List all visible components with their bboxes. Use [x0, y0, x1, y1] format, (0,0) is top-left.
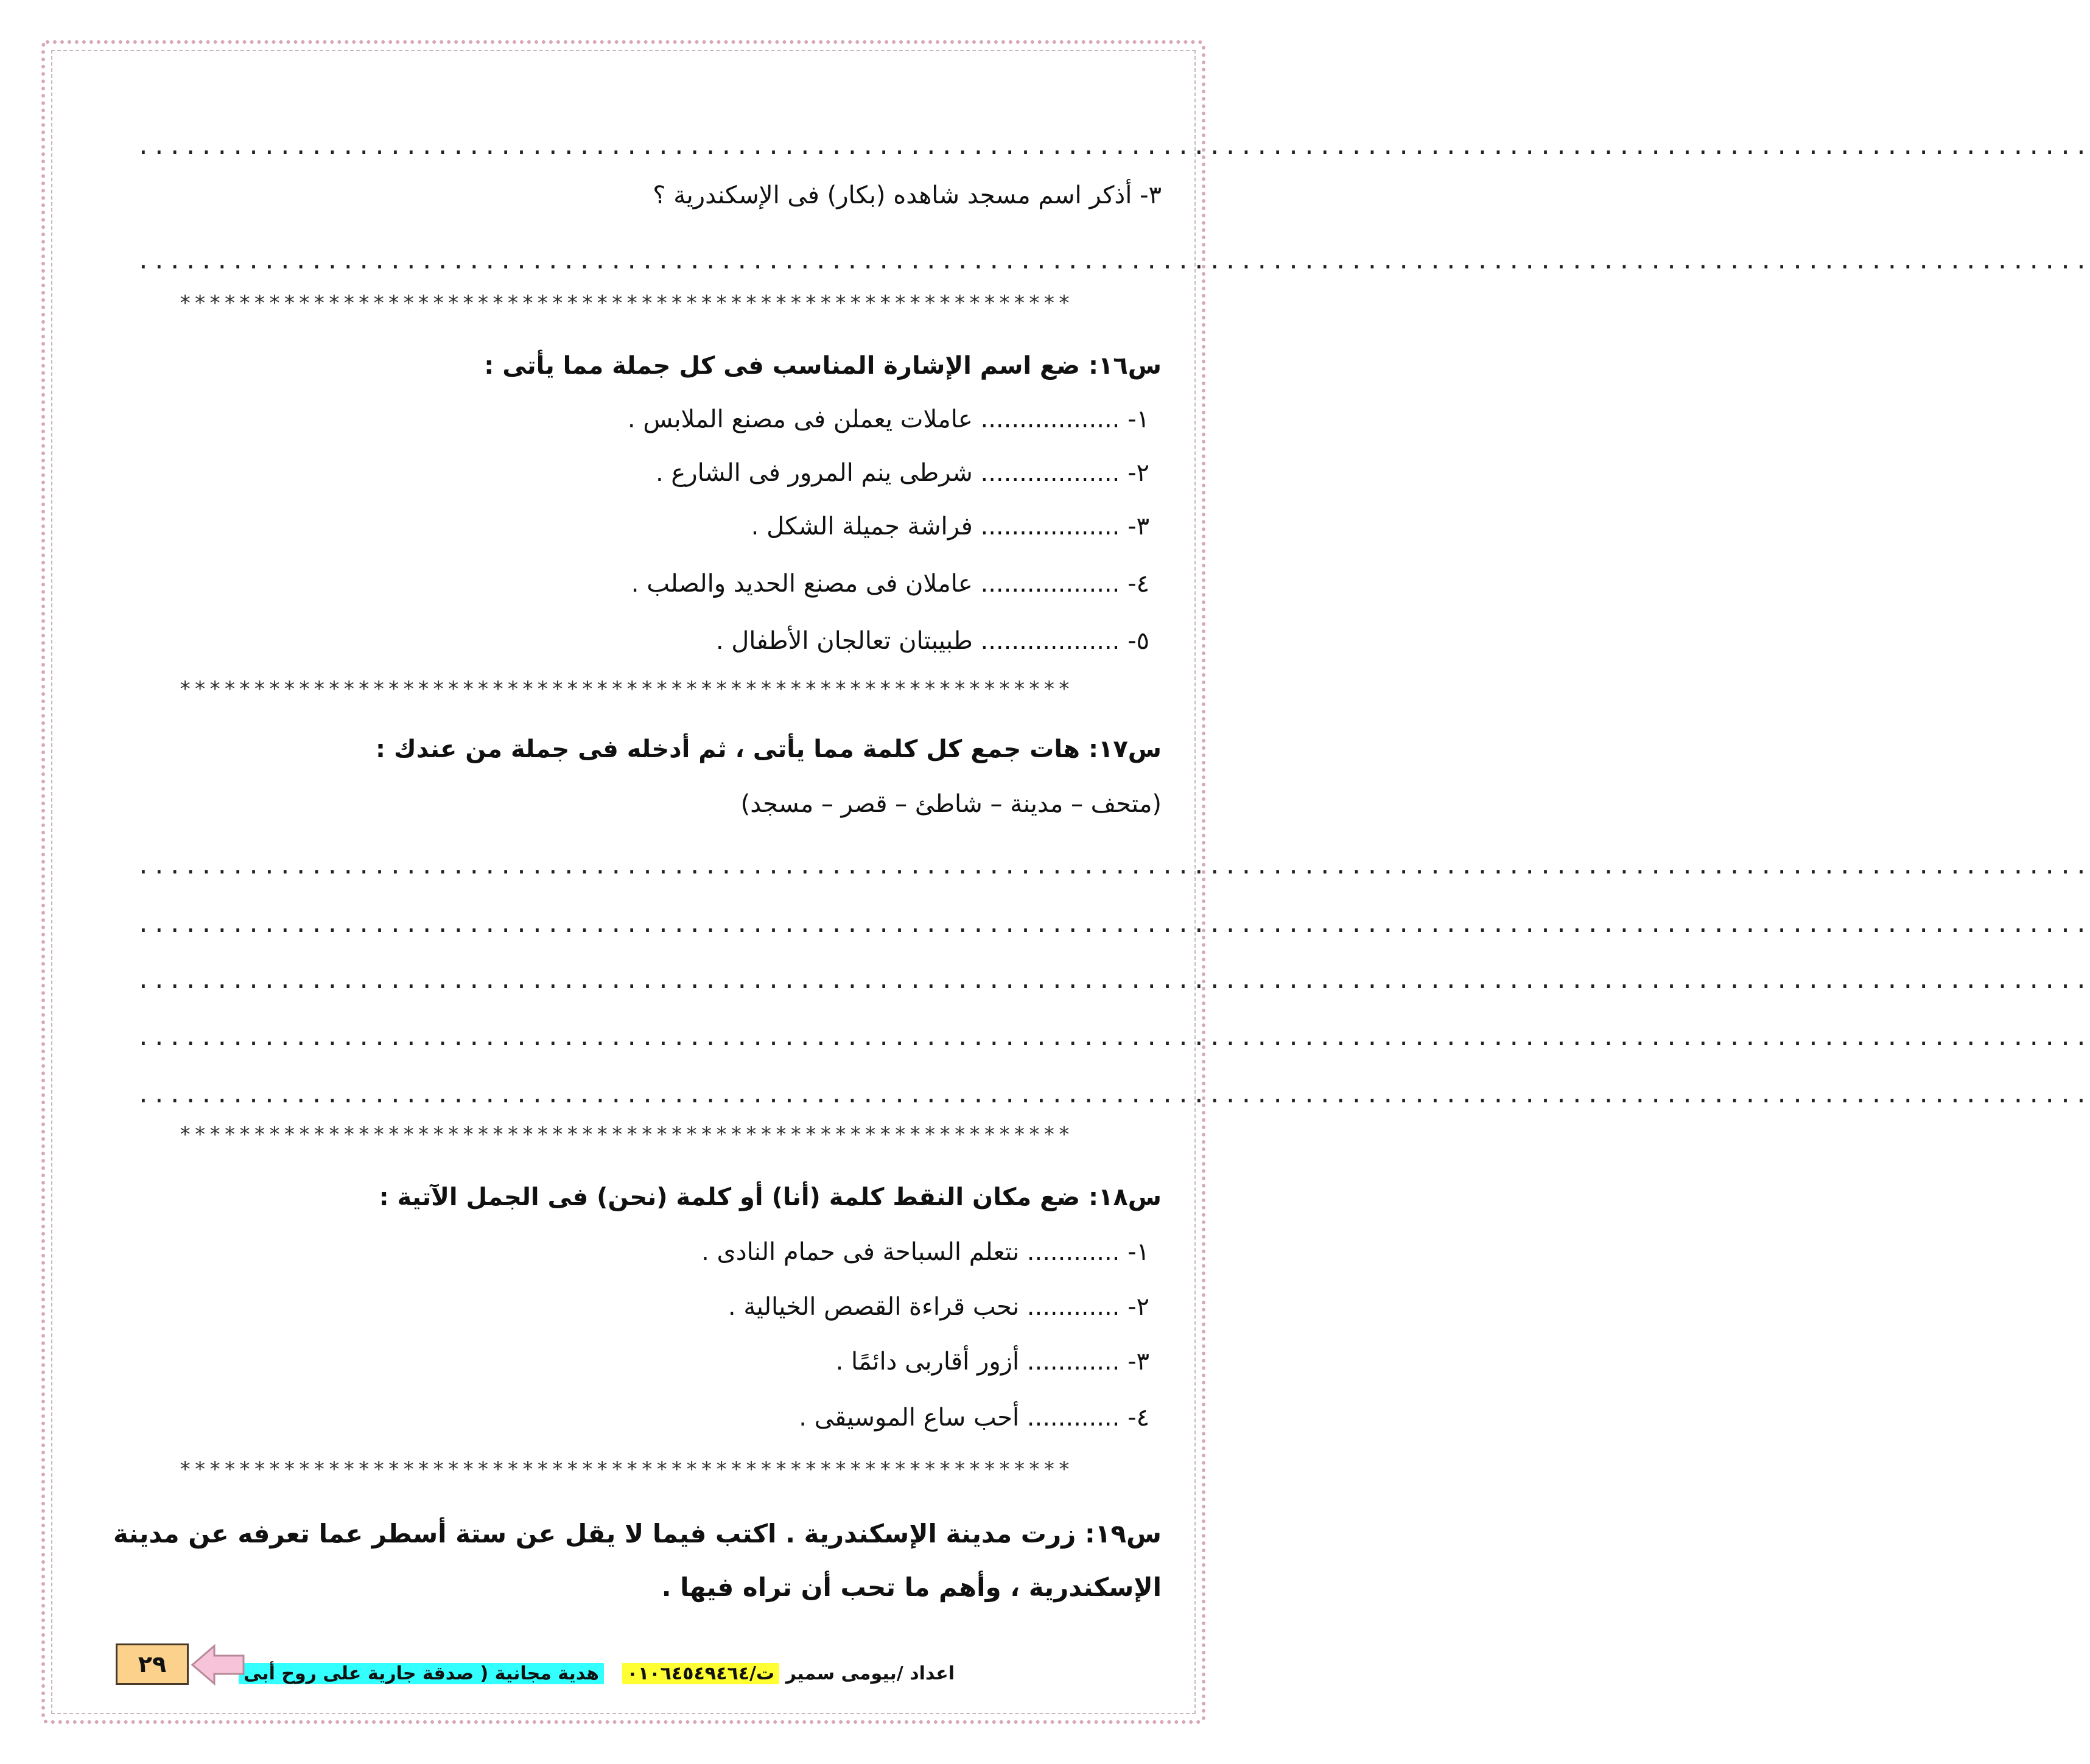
- separator-stars: ************************************************************: [178, 677, 1073, 701]
- q17-title: س١٧: هات جمع كل كلمة مما يأتى ، ثم أدخله فى جملة من عندك :: [376, 735, 1162, 763]
- q18-item-2: ٢- ............ نحب قراءة القصص الخيالية .: [728, 1293, 1149, 1321]
- q18-item-4: ٤- ............ أحب ساع الموسيقى .: [799, 1404, 1149, 1432]
- answer-line: ............................................................................................................................: [136, 1081, 2090, 1108]
- arrow-left-icon: [190, 1637, 245, 1692]
- separator-stars: ************************************************************: [178, 291, 1073, 315]
- answer-line: ............................................................................................................................: [136, 967, 2090, 993]
- q16-item-3: ٣- .................. فراشة جميلة الشكل .: [751, 513, 1149, 541]
- q16-item-2: ٢- .................. شرطى ينم المرور فى الشارع .: [655, 459, 1149, 487]
- q16-title: س١٦: ضع اسم الإشارة المناسب فى كل جملة مما يأتى :: [484, 352, 1162, 380]
- footer-gift: هدية مجانية ( صدقة جارية على روح أبى: [239, 1658, 604, 1690]
- answer-line: ............................................................................................................................: [136, 133, 2090, 159]
- answer-line: ............................................................................................................................: [136, 852, 2090, 879]
- q18-item-3: ٣- ............ أزور أقاربى دائمًا .: [835, 1348, 1149, 1376]
- answer-line: ............................................................................................................................: [136, 911, 2090, 937]
- separator-stars: ************************************************************: [178, 1122, 1073, 1147]
- separator-stars: ************************************************************: [178, 1457, 1073, 1482]
- q16-item-4: ٤- .................. عاملان فى مصنع الحديد والصلب .: [631, 570, 1149, 598]
- q18-item-1: ١- ............ نتعلم السباحة فى حمام النادى .: [701, 1238, 1149, 1266]
- footer-author-phone: [622, 1658, 955, 1690]
- footer-phone: ت/٠١٠٦٤٥٤٩٤٦٤: [622, 1663, 780, 1684]
- q16-item-1: ١- .................. عاملات يعملن فى مصنع الملابس .: [627, 405, 1149, 433]
- q19-text: س١٩: زرت مدينة الإسكندرية . اكتب فيما لا يقل عن ستة أسطر عما تعرفه عن مدينة الإسكندرية ، وأهم ما تحب أن تراه فيها .: [113, 1519, 1162, 1602]
- q15-item-3: ٣- أذكر اسم مسجد شاهده (بكار) فى الإسكندرية ؟: [653, 181, 1162, 209]
- answer-line: ............................................................................................................................: [136, 247, 2090, 274]
- page-number: ٢٩: [116, 1643, 189, 1685]
- footer-author: اعداد /بيومى سمير: [785, 1663, 955, 1684]
- q18-title: س١٨: ضع مكان النقط كلمة (أنا) أو كلمة (نحن) فى الجمل الآتية :: [379, 1183, 1162, 1211]
- answer-line: ............................................................................................................................: [136, 1024, 2090, 1051]
- q17-words: (متحف – مدينة – شاطئ – قصر – مسجد): [740, 790, 1162, 818]
- q16-item-5: ٥- .................. طبيبتان تعالجان الأطفال .: [715, 627, 1149, 655]
